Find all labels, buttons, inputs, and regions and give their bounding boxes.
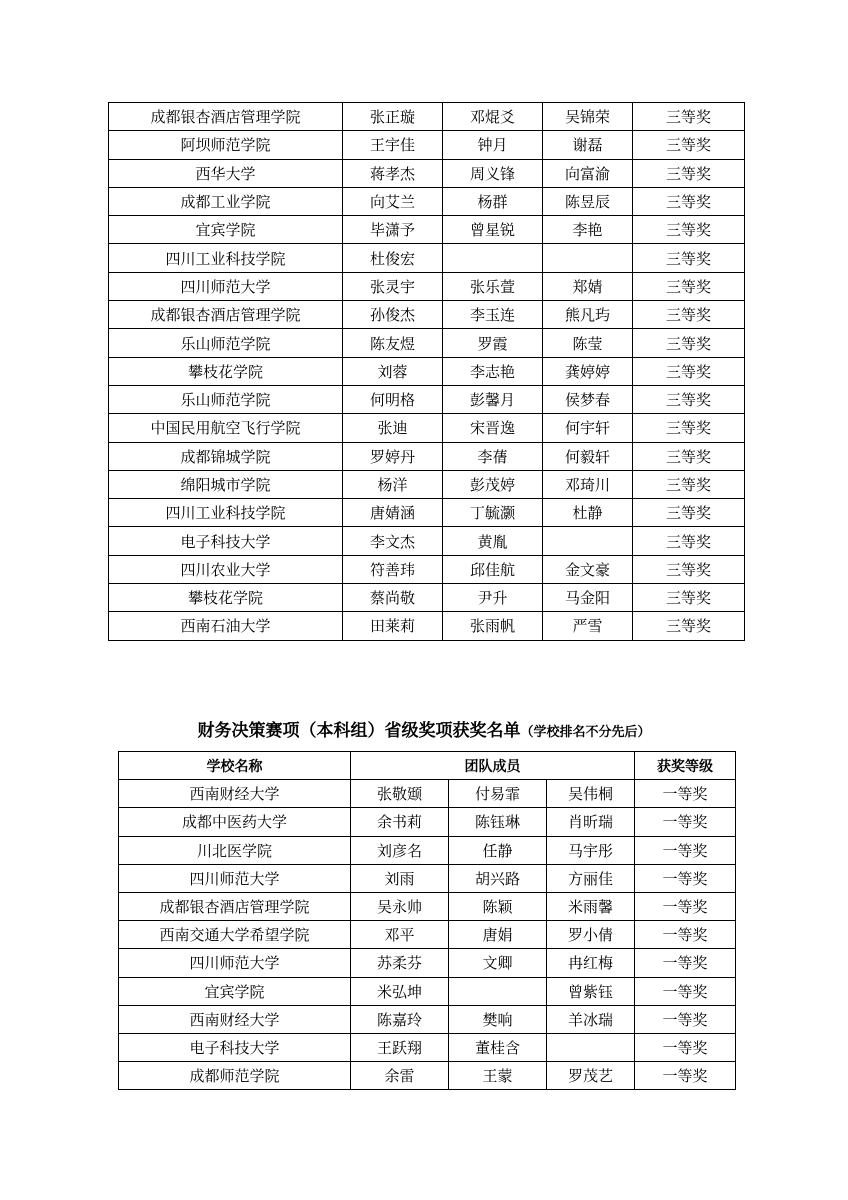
member-cell: 李艳 bbox=[543, 216, 633, 244]
table-row bbox=[119, 892, 736, 920]
table-row bbox=[119, 1062, 736, 1090]
school-cell: 四川师范大学 bbox=[119, 949, 351, 977]
member-cell: 蔡尚敬 bbox=[343, 584, 443, 612]
member-cell bbox=[543, 244, 633, 272]
member-cell: 张敬颋 bbox=[351, 780, 449, 808]
member-cell: 陈昱辰 bbox=[543, 187, 633, 215]
award-cell: 三等奖 bbox=[633, 159, 745, 187]
member-cell: 杜静 bbox=[543, 499, 633, 527]
table-row bbox=[119, 1033, 736, 1061]
section-title bbox=[0, 716, 848, 741]
table-row bbox=[109, 584, 745, 612]
member-cell: 胡兴路 bbox=[449, 864, 547, 892]
table-row bbox=[109, 159, 745, 187]
member-cell: 严雪 bbox=[543, 612, 633, 640]
award-cell: 一等奖 bbox=[635, 1005, 736, 1033]
member-cell: 米雨馨 bbox=[547, 892, 635, 920]
member-cell: 余书莉 bbox=[351, 808, 449, 836]
member-cell: 杨群 bbox=[443, 187, 543, 215]
school-cell: 四川农业大学 bbox=[109, 555, 343, 583]
table-row bbox=[109, 527, 745, 555]
award-cell: 一等奖 bbox=[635, 864, 736, 892]
school-cell: 西南交通大学希望学院 bbox=[119, 921, 351, 949]
award-cell: 三等奖 bbox=[633, 216, 745, 244]
member-cell: 何宇轩 bbox=[543, 414, 633, 442]
member-cell: 邱佳航 bbox=[443, 555, 543, 583]
school-cell: 西南财经大学 bbox=[119, 780, 351, 808]
award-cell: 三等奖 bbox=[633, 527, 745, 555]
school-cell: 阿坝师范学院 bbox=[109, 131, 343, 159]
member-cell: 罗茂艺 bbox=[547, 1062, 635, 1090]
member-cell: 樊响 bbox=[449, 1005, 547, 1033]
school-cell: 成都工业学院 bbox=[109, 187, 343, 215]
award-cell: 一等奖 bbox=[635, 949, 736, 977]
member-cell: 彭茂婷 bbox=[443, 470, 543, 498]
member-cell: 杨洋 bbox=[343, 470, 443, 498]
table-row bbox=[119, 808, 736, 836]
award-cell: 一等奖 bbox=[635, 921, 736, 949]
member-cell: 陈友煜 bbox=[343, 329, 443, 357]
member-cell: 任静 bbox=[449, 836, 547, 864]
award-cell: 一等奖 bbox=[635, 836, 736, 864]
member-cell: 宋晋逸 bbox=[443, 414, 543, 442]
member-cell: 罗霞 bbox=[443, 329, 543, 357]
member-cell: 田莱莉 bbox=[343, 612, 443, 640]
school-cell: 西南石油大学 bbox=[109, 612, 343, 640]
member-cell: 吴伟桐 bbox=[547, 780, 635, 808]
school-cell: 四川工业科技学院 bbox=[109, 499, 343, 527]
member-cell: 唐婧涵 bbox=[343, 499, 443, 527]
table-row bbox=[109, 442, 745, 470]
school-cell: 四川师范大学 bbox=[119, 864, 351, 892]
member-cell: 张正璇 bbox=[343, 103, 443, 131]
member-cell: 刘雨 bbox=[351, 864, 449, 892]
award-cell: 三等奖 bbox=[633, 470, 745, 498]
school-cell: 成都锦城学院 bbox=[109, 442, 343, 470]
school-cell: 乐山师范学院 bbox=[109, 329, 343, 357]
award-cell: 三等奖 bbox=[633, 555, 745, 583]
member-cell: 李志艳 bbox=[443, 357, 543, 385]
school-cell: 乐山师范学院 bbox=[109, 385, 343, 413]
section-title-text: 财务决策赛项（本科组）省级奖项获奖名单 bbox=[197, 721, 521, 741]
award-cell: 三等奖 bbox=[633, 357, 745, 385]
table-row bbox=[119, 977, 736, 1005]
award-cell: 三等奖 bbox=[633, 187, 745, 215]
member-cell: 符善玮 bbox=[343, 555, 443, 583]
award-cell: 一等奖 bbox=[635, 780, 736, 808]
school-cell: 成都银杏酒店管理学院 bbox=[119, 892, 351, 920]
member-cell: 吴锦荣 bbox=[543, 103, 633, 131]
member-cell bbox=[449, 977, 547, 1005]
member-cell: 方丽佳 bbox=[547, 864, 635, 892]
table-row bbox=[109, 414, 745, 442]
member-cell: 黄胤 bbox=[443, 527, 543, 555]
member-cell: 毕潇予 bbox=[343, 216, 443, 244]
member-cell: 侯梦春 bbox=[543, 385, 633, 413]
member-cell: 邓焜爻 bbox=[443, 103, 543, 131]
member-cell: 孙俊杰 bbox=[343, 301, 443, 329]
member-cell: 罗婷丹 bbox=[343, 442, 443, 470]
member-cell: 熊凡玙 bbox=[543, 301, 633, 329]
table-row bbox=[119, 864, 736, 892]
award-cell: 三等奖 bbox=[633, 131, 745, 159]
member-cell: 周义锋 bbox=[443, 159, 543, 187]
school-cell: 成都银杏酒店管理学院 bbox=[109, 103, 343, 131]
member-cell: 向艾兰 bbox=[343, 187, 443, 215]
member-cell: 陈莹 bbox=[543, 329, 633, 357]
table-row bbox=[109, 103, 745, 131]
member-cell: 董桂含 bbox=[449, 1033, 547, 1061]
table-row bbox=[109, 499, 745, 527]
award-cell: 三等奖 bbox=[633, 499, 745, 527]
award-cell: 三等奖 bbox=[633, 414, 745, 442]
award-cell: 三等奖 bbox=[633, 385, 745, 413]
member-cell: 何明格 bbox=[343, 385, 443, 413]
member-cell: 马宇彤 bbox=[547, 836, 635, 864]
header-members: 团队成员 bbox=[351, 752, 635, 780]
table-row bbox=[109, 244, 745, 272]
school-cell: 电子科技大学 bbox=[109, 527, 343, 555]
member-cell: 冉红梅 bbox=[547, 949, 635, 977]
award-table-third-prize bbox=[108, 102, 745, 641]
school-cell: 电子科技大学 bbox=[119, 1033, 351, 1061]
member-cell bbox=[547, 1033, 635, 1061]
school-cell: 西南财经大学 bbox=[119, 1005, 351, 1033]
school-cell: 宜宾学院 bbox=[119, 977, 351, 1005]
table-header-row bbox=[119, 752, 736, 780]
table-row bbox=[109, 470, 745, 498]
member-cell: 王跃翔 bbox=[351, 1033, 449, 1061]
member-cell: 张灵宇 bbox=[343, 272, 443, 300]
school-cell: 四川师范大学 bbox=[109, 272, 343, 300]
award-cell: 三等奖 bbox=[633, 244, 745, 272]
member-cell: 向富渝 bbox=[543, 159, 633, 187]
school-cell: 西华大学 bbox=[109, 159, 343, 187]
table-row bbox=[109, 187, 745, 215]
member-cell: 邓琦川 bbox=[543, 470, 633, 498]
school-cell: 四川工业科技学院 bbox=[109, 244, 343, 272]
member-cell: 羊冰瑞 bbox=[547, 1005, 635, 1033]
member-cell: 唐娟 bbox=[449, 921, 547, 949]
member-cell bbox=[543, 527, 633, 555]
member-cell: 何毅轩 bbox=[543, 442, 633, 470]
member-cell: 吴永帅 bbox=[351, 892, 449, 920]
table-row bbox=[109, 216, 745, 244]
member-cell: 曾星锐 bbox=[443, 216, 543, 244]
member-cell: 王宇佳 bbox=[343, 131, 443, 159]
table-row bbox=[119, 780, 736, 808]
member-cell: 蒋孝杰 bbox=[343, 159, 443, 187]
table-row bbox=[109, 385, 745, 413]
member-cell: 马金阳 bbox=[543, 584, 633, 612]
table-row bbox=[109, 301, 745, 329]
member-cell: 杜俊宏 bbox=[343, 244, 443, 272]
school-cell: 成都师范学院 bbox=[119, 1062, 351, 1090]
member-cell: 金文豪 bbox=[543, 555, 633, 583]
table-row bbox=[119, 1005, 736, 1033]
member-cell: 李蒨 bbox=[443, 442, 543, 470]
school-cell: 绵阳城市学院 bbox=[109, 470, 343, 498]
table-row bbox=[119, 921, 736, 949]
award-cell: 三等奖 bbox=[633, 272, 745, 300]
member-cell bbox=[443, 244, 543, 272]
table-row bbox=[109, 357, 745, 385]
school-cell: 成都中医药大学 bbox=[119, 808, 351, 836]
member-cell: 肖昕瑞 bbox=[547, 808, 635, 836]
award-cell: 三等奖 bbox=[633, 301, 745, 329]
member-cell: 张雨帆 bbox=[443, 612, 543, 640]
member-cell: 付易霏 bbox=[449, 780, 547, 808]
school-cell: 中国民用航空飞行学院 bbox=[109, 414, 343, 442]
member-cell: 米弘坤 bbox=[351, 977, 449, 1005]
school-cell: 攀枝花学院 bbox=[109, 584, 343, 612]
header-award: 获奖等级 bbox=[635, 752, 736, 780]
member-cell: 尹升 bbox=[443, 584, 543, 612]
member-cell: 谢磊 bbox=[543, 131, 633, 159]
member-cell: 罗小倩 bbox=[547, 921, 635, 949]
member-cell: 余雷 bbox=[351, 1062, 449, 1090]
award-cell: 一等奖 bbox=[635, 1033, 736, 1061]
section-title-note: （学校排名不分先后） bbox=[520, 725, 651, 740]
award-cell: 一等奖 bbox=[635, 1062, 736, 1090]
school-cell: 成都银杏酒店管理学院 bbox=[109, 301, 343, 329]
member-cell: 苏柔芬 bbox=[351, 949, 449, 977]
member-cell: 陈颖 bbox=[449, 892, 547, 920]
member-cell: 曾紫钰 bbox=[547, 977, 635, 1005]
award-cell: 三等奖 bbox=[633, 442, 745, 470]
award-cell: 三等奖 bbox=[633, 584, 745, 612]
member-cell: 文卿 bbox=[449, 949, 547, 977]
award-table-finance-decision bbox=[118, 751, 736, 1090]
member-cell: 郑婧 bbox=[543, 272, 633, 300]
member-cell: 龚婷婷 bbox=[543, 357, 633, 385]
award-cell: 三等奖 bbox=[633, 612, 745, 640]
award-cell: 三等奖 bbox=[633, 103, 745, 131]
table-row bbox=[119, 949, 736, 977]
school-cell: 攀枝花学院 bbox=[109, 357, 343, 385]
award-cell: 一等奖 bbox=[635, 892, 736, 920]
member-cell: 刘蓉 bbox=[343, 357, 443, 385]
table-row bbox=[109, 555, 745, 583]
member-cell: 邓平 bbox=[351, 921, 449, 949]
table-row bbox=[109, 329, 745, 357]
award-cell: 三等奖 bbox=[633, 329, 745, 357]
member-cell: 李文杰 bbox=[343, 527, 443, 555]
award-cell: 一等奖 bbox=[635, 977, 736, 1005]
member-cell: 陈钰琳 bbox=[449, 808, 547, 836]
member-cell: 李玉连 bbox=[443, 301, 543, 329]
member-cell: 彭馨月 bbox=[443, 385, 543, 413]
member-cell: 陈嘉玲 bbox=[351, 1005, 449, 1033]
school-cell: 川北医学院 bbox=[119, 836, 351, 864]
member-cell: 王蒙 bbox=[449, 1062, 547, 1090]
table-row bbox=[109, 612, 745, 640]
member-cell: 丁毓灏 bbox=[443, 499, 543, 527]
table-row bbox=[109, 131, 745, 159]
member-cell: 张乐萱 bbox=[443, 272, 543, 300]
member-cell: 张迪 bbox=[343, 414, 443, 442]
member-cell: 钟月 bbox=[443, 131, 543, 159]
table-row bbox=[119, 836, 736, 864]
school-cell: 宜宾学院 bbox=[109, 216, 343, 244]
header-school: 学校名称 bbox=[119, 752, 351, 780]
table-row bbox=[109, 272, 745, 300]
member-cell: 刘彦名 bbox=[351, 836, 449, 864]
award-cell: 一等奖 bbox=[635, 808, 736, 836]
